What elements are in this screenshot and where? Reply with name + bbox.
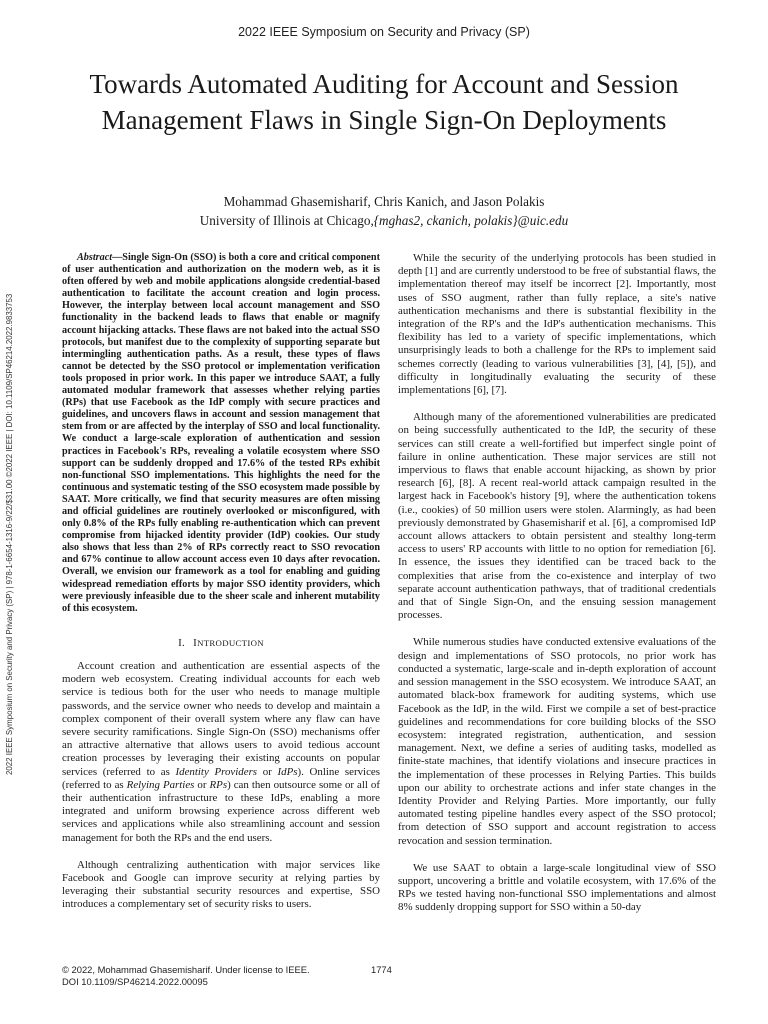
- intro-paragraph-1: [62, 660, 380, 845]
- term-identity-providers: Identity Providers: [175, 765, 258, 778]
- section-number: I.: [178, 636, 186, 649]
- paper-title-line-2: Management Flaws in Single Sign-On Deployments: [101, 105, 667, 135]
- author-names: Mohammad Ghasemisharif, Chris Kanich, and Jason Polakis: [223, 194, 545, 209]
- author-emails: {mghas2, ckanich, polakis}@uic.edu: [373, 213, 569, 228]
- abstract: [62, 252, 380, 615]
- intro-p1-text-e: ) can then outsource some or all of their authentication infrastructure to these IdPs, enabling a more integrated and uniform browsing experience across different web services and applications while also streamlining account and session management for both the RPs and the end users.: [62, 778, 380, 844]
- right-paragraph-4: We use SAAT to obtain a large-scale longitudinal view of SSO support, uncovering a brittle and volatile ecosystem, with 17.6% of the RPs we tested having non-functional SSO implementations and almost 8% suddenly dropping support for SSO within a 50-day: [398, 861, 716, 914]
- right-paragraph-1: While the security of the underlying protocols has been studied in depth [1] and are currently understood to be free of substantial flaws, the implementation thereof may itself be incorrect [2]. Importantly, most uses of SSO augment, rather than fully replace, a site's native authentication mechanisms and there is substantial flexibility in the integration of the RP's and the IdP's authentication mechanisms. This flexibility has led to a variety of specific implementations, which unsurprisingly leads to both a challenge for the RPs to implement said schemes correctly (leading to various vulnerabilities [3], [4], [5]), and difficulty in longitudinally evaluating the security of these implementations [6], [7].: [398, 252, 716, 397]
- right-paragraph-3: While numerous studies have conducted extensive evaluations of the design and implementations of SSO protocols, no prior work has conducted a systematic, large-scale and in-depth exploration of account and session management in the SSO ecosystem. We introduce SAAT, an automated black-box framework for auditing systems, which use Facebook as the IdP, in the wild. First we compile a set of best-practice guidelines and recommendations for core building blocks of the SSO ecosystem: integrated registration, authentication, and session management. Next, we define a series of auditing tasks, modelled as finite-state machines, that identify violations and insecure practices in the implementation of these processes in Relying Parties. This builds upon our ability to orchestrate actions and infer state changes in the Identity Provider and Relying Parties. More importantly, our fully automated testing pipeline handles every aspect of the SSO protocol; from detection of SSO support and account registration to access revocation and session termination.: [398, 636, 716, 847]
- term-rps: RPs: [209, 778, 228, 791]
- side-margin-citation: [1, 215, 15, 775]
- intro-p1-text-a: Account creation and authentication are essential aspects of the modern web ecosystem. Creating individual accounts for each web service is tedious both for the user who needs to manage multiple passwords, and the service owner who needs to develop and maintain a complex component of their overall system where any flaw can have severe security ramifications. Single Sign-On (SSO) mechanisms offer an attractive alternative that allows users to avoid tedious account creation processes by leveraging their existing accounts on popular services (referred to as: [62, 660, 380, 778]
- right-paragraph-2: Although many of the aforementioned vulnerabilities are predicated on being successfully authenticated to the IdP, the security of these services can still create a well-fortified but imperfect single point of failure in online authentication. These major services are still not impervious to flaws that enable account hijacking, as shown by prior research [6], [8]. A recent real-world attack campaign resulted in the largest hack in Facebook's history [9], where the authentication tokens (i.e., cookies) of 50 million users were stolen. Alarmingly, as had been previously demonstrated by Ghasemisharif et al. [6], a compromised IdP account allows attackers to obtain persistent and stealthy long-term access to users' RP accounts with little to no option for remediation [6]. In essence, the issues they identified can be traced back to the complexities that arise from the co-existence and interplay of two separate account authentication pathways, that of traditional credentials and that of Single Sign-On, and the ensuing session management processes.: [398, 411, 716, 622]
- footer-doi: DOI 10.1109/SP46214.2022.00095: [62, 976, 208, 987]
- page-number: 1774: [371, 964, 392, 975]
- author-affiliation-line: [0, 211, 768, 230]
- intro-p1-text-c: ). Online services (referred to as: [62, 765, 380, 791]
- term-relying-parties: Relying Parties: [126, 778, 195, 791]
- left-column: [62, 252, 380, 926]
- footer-copyright: [62, 964, 380, 988]
- intro-paragraph-2: Although centralizing authentication with major services like Facebook and Google can improve security at relying parties by leveraging their substantial security resources and expertise, SSO introduces a complementary set of security risks to users.: [62, 858, 380, 911]
- intro-p1-text-b: or: [257, 765, 278, 778]
- intro-p1-text-d: or: [194, 778, 210, 791]
- abstract-label: Abstract: [77, 252, 113, 263]
- side-margin-citation-text: 2022 IEEE Symposium on Security and Privacy (SP) | 978-1-6654-1316-9/22/$31.00 ©2022 IEEE | DOI: 10.1109/SP46214.2022.9833753: [5, 293, 14, 775]
- section-heading-rest: NTRODUCTION: [197, 637, 264, 648]
- abstract-dash: —: [112, 252, 123, 263]
- right-column: [398, 252, 716, 929]
- paper-title: [40, 66, 728, 138]
- conference-header: 2022 IEEE Symposium on Security and Privacy (SP): [238, 25, 530, 39]
- abstract-body: Single Sign-On (SSO) is both a core and critical component of user authentication and authorization on the modern web, as it is often offered by web and mobile applications alongside credential-based authentication to facilitate the account creation and login process. However, the interplay between local account management and SSO functionality in the backend leads to flaws that enable or magnify account hijacking attacks. These flaws are not baked into the actual SSO protocols, but manifest due to the complexity of supporting separate but intermingling authentication paths. As a result, these types of flaws cannot be detected by the SSO protocol or implementation verification tools proposed in prior work. In this paper we introduce SAAT, a fully automated modular framework that assesses whether relying parties (RPs) that use Facebook as the IdP comply with secure practices and guidelines, and uncovers flaws in account and session management that stem from or are affected by the interplay of SSO and local functionality. We conduct a large-scale exploration of authentication and session practices in Facebook's RPs, revealing a volatile ecosystem where SSO support can be suddenly dropped and 17.6% of the tested RPs exhibit non-functional SSO implementations. This highlights the need for the continuous and systematic testing of the SSO ecosystem made possible by SAAT. More critically, we find that security measures are often missing and official guidelines are routinely overlooked or misconfigured, with only 0.8% of the RPs fully enabling re-authentication which can prevent compromise from hijacked identity provider (IdP) cookies. Our study also shows that less than 2% of RPs correctly react to SSO revocation and 67% continue to allow account access even 10 days after revocation. Overall, we envision our framework as a tool for enabling and guiding widespread remediation efforts by major SSO identity providers, which were previously infeasible due to the sheer scale and inherent mutability of this ecosystem.: [62, 252, 380, 614]
- paper-title-line-1: Towards Automated Auditing for Account and Session: [89, 69, 679, 99]
- author-block: [0, 192, 768, 230]
- footer-copyright-line: © 2022, Mohammad Ghasemisharif. Under license to IEEE.: [62, 964, 310, 975]
- author-affiliation: University of Illinois at Chicago,: [199, 213, 374, 228]
- section-heading-introduction: [62, 637, 380, 650]
- section-heading-initial: I: [193, 636, 198, 649]
- term-idps: IdPs: [277, 765, 298, 778]
